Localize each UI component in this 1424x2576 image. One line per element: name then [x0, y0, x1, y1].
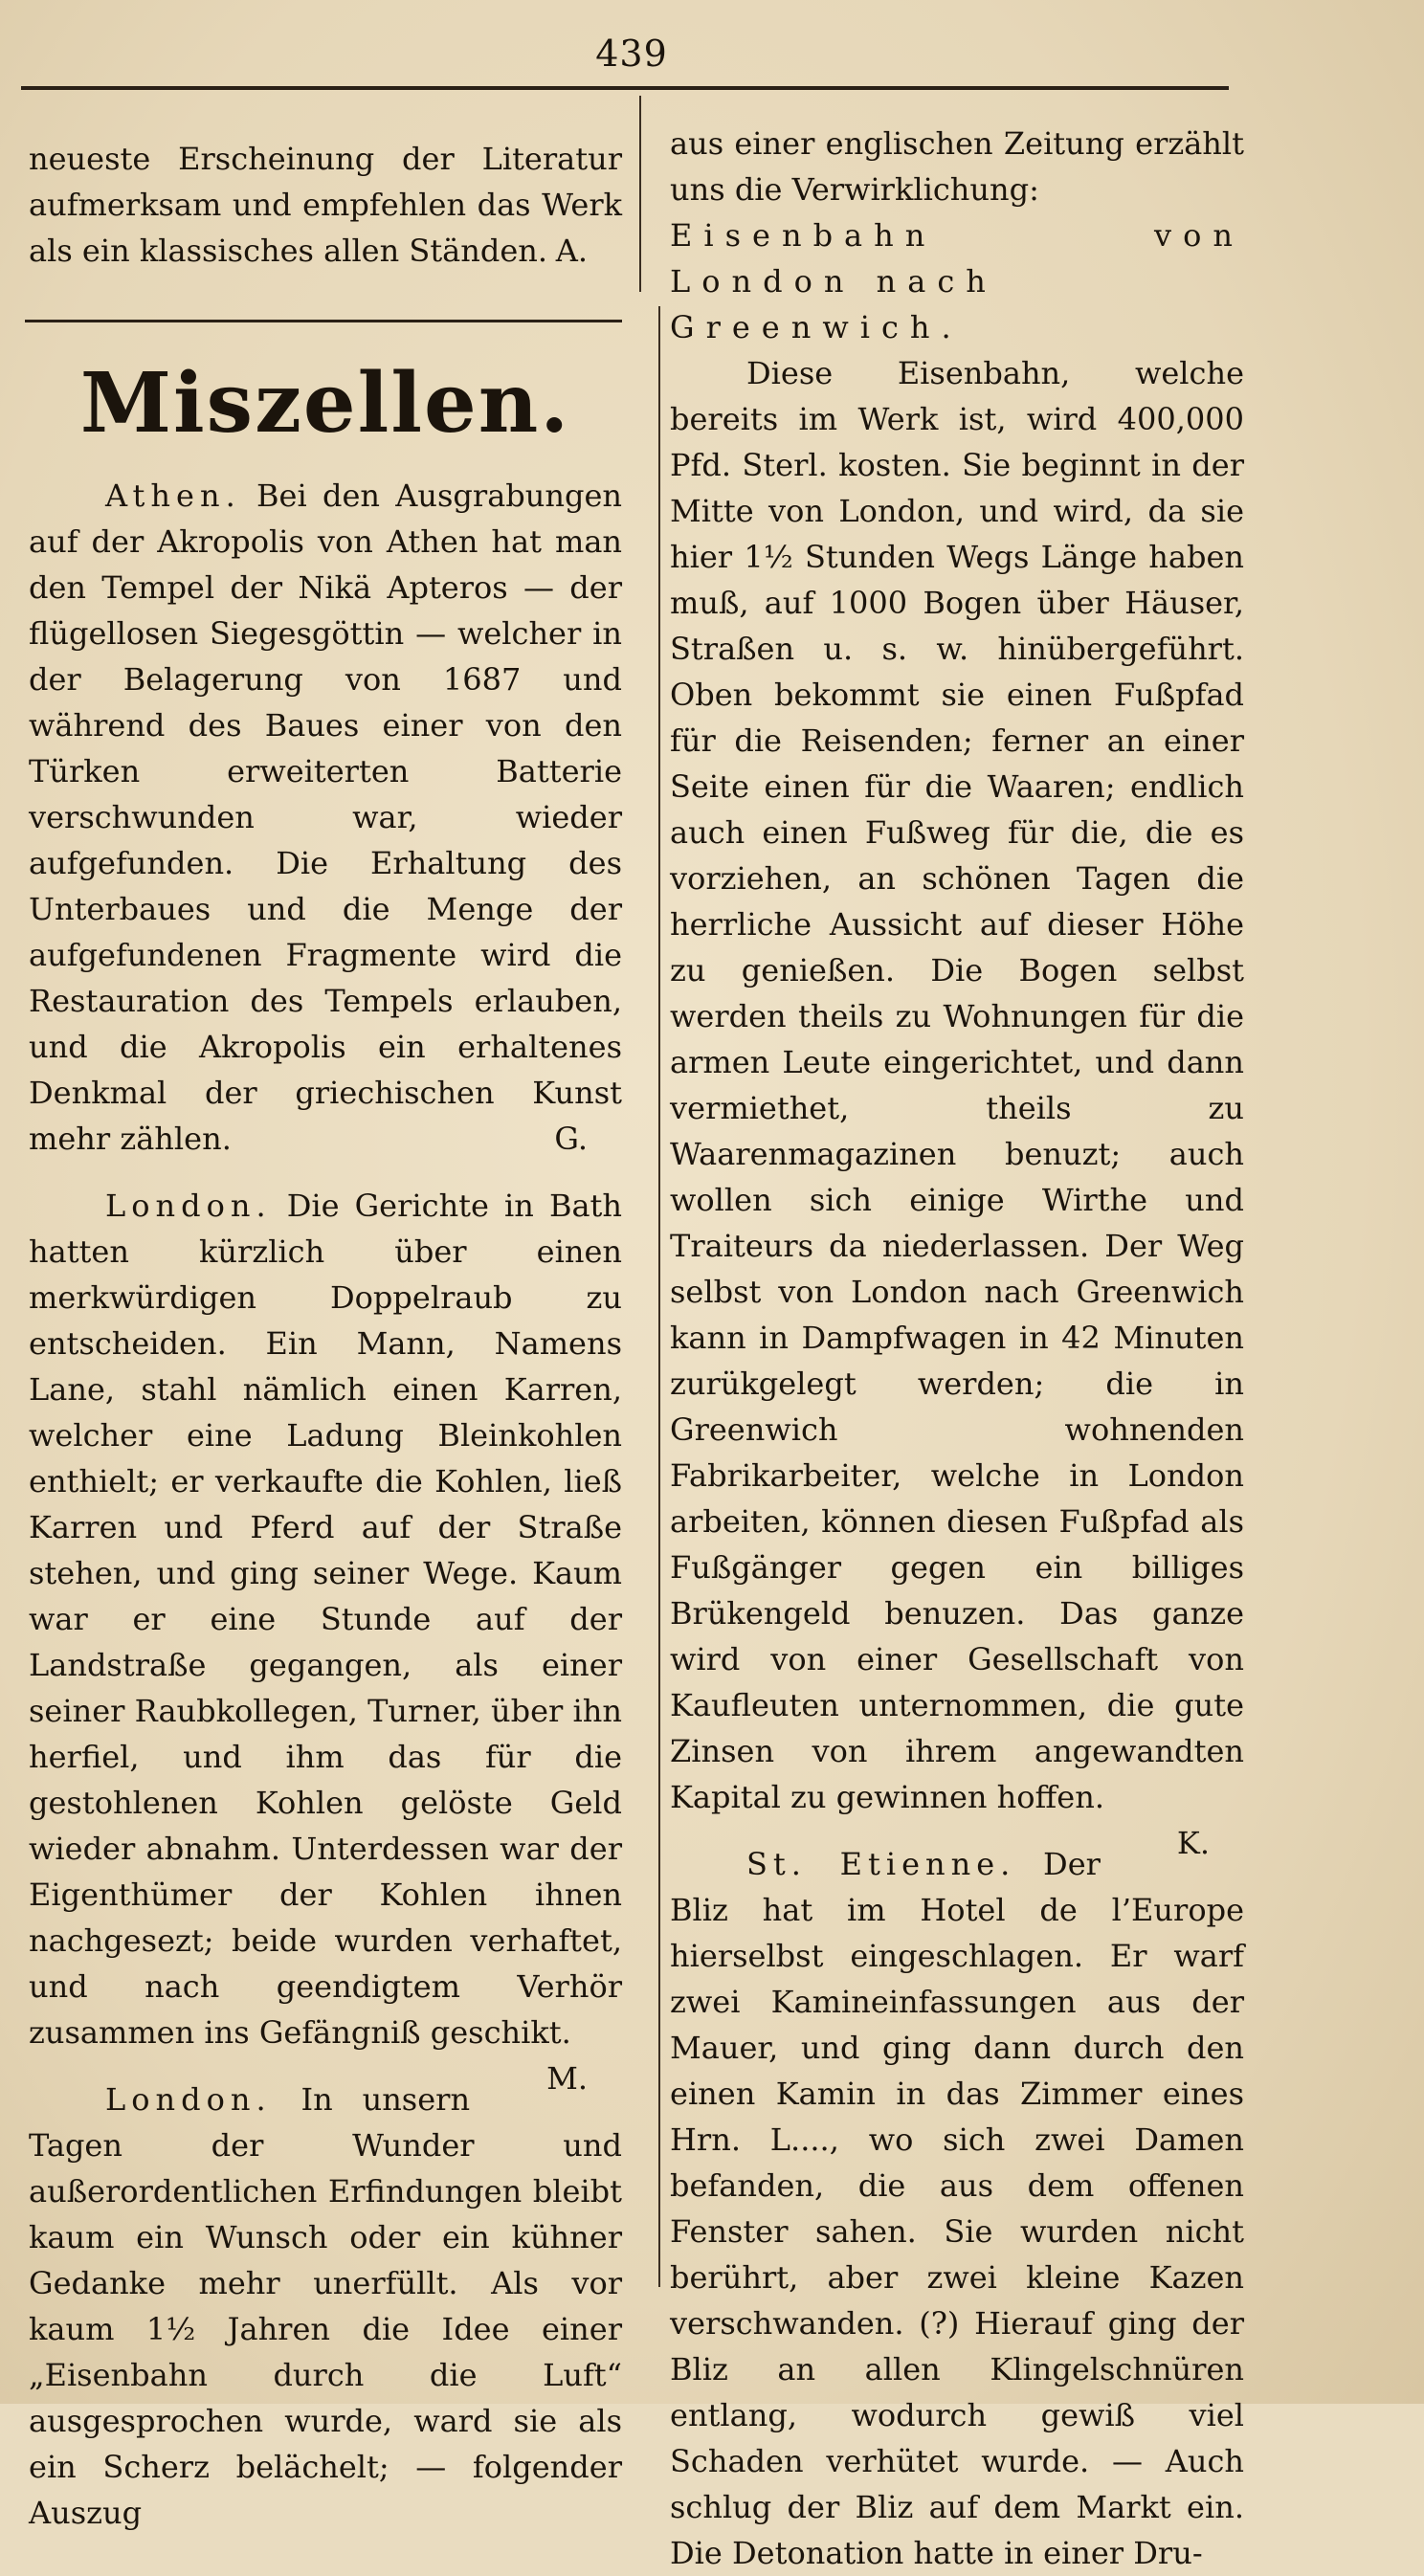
- fragment-text: neueste Erscheinung der Literatur aufmerksam und empfehlen das Werk als ein klassisches allen Ständen.: [29, 141, 622, 269]
- article-london-bath: [29, 1183, 622, 2097]
- railway-article: [670, 350, 1244, 1861]
- article-text: Der Bliz hat im Hotel de l’Europe hierselbst eingeschlagen. Er warf zwei Kamineinfassungen aus der Mauer, und ging dann durch den einen Kamin in das Zimmer eines Hrn. L...., wo sich zwei Damen befanden, die aus dem offenen Fenster sahen. Sie wurden nicht berührt, aber zwei kleine Kazen verschwanden. (?) Hierauf ging der Bliz an allen Klingelschnüren entlang, wodurch gewiß viel Schaden verhütet wurde. — Auch schlug der Bliz auf dem Markt ein. Die Detonation hatte in einer Dru-: [670, 1846, 1244, 2571]
- continuation-opening: aus einer englischen Zeitung erzählt uns die Verwirklichung:: [670, 125, 1244, 208]
- article-place: St. Etienne.: [746, 1846, 1016, 1882]
- article-place: London.: [105, 2081, 272, 2118]
- article-signature: G.: [554, 1121, 588, 1157]
- article-signature: M.: [546, 2060, 588, 2097]
- left-column: [29, 136, 622, 274]
- article-text: Bei den Ausgrabungen auf der Akropolis von Athen hat man den Tempel der Nikä Apteros — der flügellosen Siegesgöttin — welcher in der Belagerung von 1687 und während des Baues einer von den Türken erweiterten Batterie verschwunden war, wieder aufgefunden. Die Erhaltung des Unterbaues und die Menge der aufgefundenen Fragmente wird die Restauration des Tempels erlauben, und die Akropolis ein erhaltenes Denkmal der griechischen Kunst mehr zählen.: [29, 477, 623, 1157]
- miszellen-column: [29, 346, 622, 2536]
- article-london-railway: [29, 2076, 622, 2536]
- article-place: Athen.: [105, 477, 241, 514]
- right-column: [670, 121, 1244, 2576]
- railway-headline-place: Greenwich.: [670, 309, 963, 345]
- column-divider-main: [658, 306, 660, 2287]
- railway-headline: Eisenbahn von London nach: [670, 217, 1244, 300]
- fragment-paragraph: [29, 136, 622, 274]
- page-number: 439: [595, 33, 668, 75]
- fragment-signature: A.: [555, 233, 588, 269]
- article-st-etienne: [670, 1841, 1244, 2576]
- section-title: Miszellen.: [79, 355, 571, 452]
- article-signature: K.: [1176, 1825, 1210, 1861]
- section-rule: [25, 320, 622, 322]
- article-athen: [29, 473, 622, 1162]
- header-rule: [21, 86, 1229, 90]
- article-text: Diese Eisenbahn, welche bereits im Werk ist, wird 400,000 Pfd. Sterl. kosten. Sie beginnt in der Mitte von London, und wird, da sie hier 1½ Stunden Wegs Länge haben muß, auf 1000 Bogen über Häuser, Straßen u. s. w. hinübergeführt. Oben bekommt sie einen Fußpfad für die Reisenden; ferner an einer Seite einen für die Waaren; endlich auch einen Fußweg für die, die es vorziehen, an schönen Tagen die herrliche Aussicht auf dieser Höhe zu genießen. Die Bogen selbst werden theils zu Wohnungen für die armen Leute eingerichtet, und dann vermiethet, theils zu Waarenmagazinen benuzt; auch wollen sich einige Wirthe und Traiteurs da niederlassen. Der Weg selbst von London nach Greenwich kann in Dampfwagen in 42 Minuten zurükgelegt werden; die in Greenwich wohnenden Fabrikarbeiter, welche in London arbeiten, können diesen Fußpfad als Fußgänger gegen ein billiges Brükengeld benuzen. Das ganze wird von einer Gesellschaft von Kaufleuten unternommen, die gute Zinsen von ihrem angewandten Kapital zu gewinnen hoffen.: [670, 355, 1244, 1815]
- article-place: London.: [105, 1188, 272, 1224]
- article-text: Die Gerichte in Bath hatten kürzlich über einen merkwürdigen Doppelraub zu entscheiden. Ein Mann, Namens Lane, stahl nämlich einen Karren, welcher eine Ladung Bleinkohlen enthielt; er verkaufte die Kohlen, ließ Karren und Pferd auf der Straße stehen, und ging seiner Wege. Kaum war er eine Stunde auf der Landstraße gegangen, als einer seiner Raubkollegen, Turner, über ihn herfiel, und ihm das für die gestohlenen Kohlen gelöste Geld wieder abnahm. Unterdessen war der Eigenthümer der Kohlen ihnen nachgesezt; beide wurden verhaftet, und nach geendigtem Verhör zusammen ins Gefängniß geschikt.: [29, 1188, 622, 2051]
- column-divider-top: [639, 96, 641, 292]
- article-text: In unsern Tagen der Wunder und außerordentlichen Erfindungen bleibt kaum ein Wunsch oder ein kühner Gedanke mehr unerfüllt. Als vor kaum 1½ Jahren die Idee einer „Eisenbahn durch die Luft“ ausgesprochen wurde, ward sie als ein Scherz belächelt; — folgender Auszug: [29, 2081, 622, 2531]
